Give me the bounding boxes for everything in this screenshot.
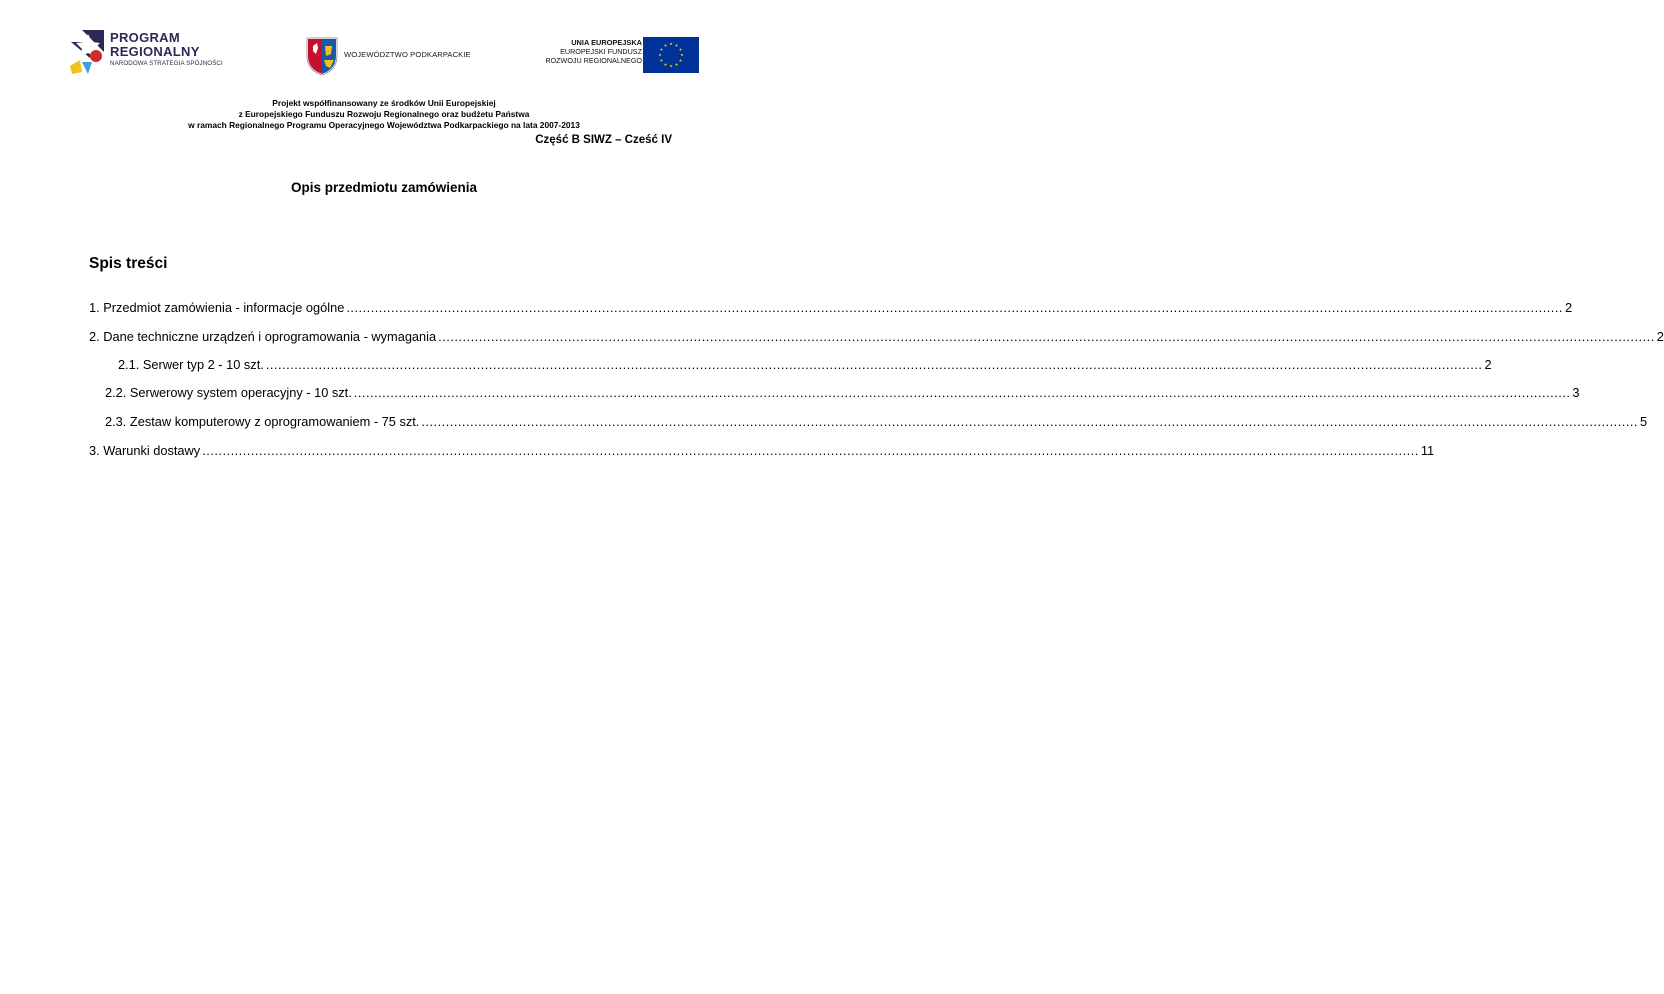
wojewodztwo-logo bbox=[304, 36, 484, 76]
document-subject: Opis przedmiotu zamówienia bbox=[290, 180, 478, 195]
toc-leader: ............................................................................................................................................................................................................................................................................................................ bbox=[202, 443, 1419, 458]
toc-entry-label: 1. Przedmiot zamówienia - informacje ogólne bbox=[89, 300, 345, 315]
toc-entry-3[interactable] bbox=[89, 443, 1435, 458]
toc-title: Spis treści bbox=[89, 255, 168, 272]
toc-entry-2-3[interactable] bbox=[105, 414, 1648, 429]
project-line-3: w ramach Regionalnego Programu Operacyjnego Województwa Podkarpackiego na lata 2007-2013 bbox=[188, 120, 580, 130]
eu-label: UNIA EUROPEJSKA bbox=[571, 38, 642, 47]
project-line-1: Projekt współfinansowany ze środków Unii Europejskiej bbox=[272, 98, 496, 108]
toc-entry-page: 3 bbox=[1572, 385, 1580, 400]
toc-leader: ............................................................................................................................................................................................................................................................................................................ bbox=[265, 357, 1483, 372]
eu-fund-label-2: ROZWOJU REGIONALNEGO bbox=[545, 55, 642, 65]
toc-leader: ............................................................................................................................................................................................................................................................................................................ bbox=[438, 329, 1655, 344]
toc-leader: ............................................................................................................................................................................................................................................................................................................ bbox=[353, 385, 1571, 400]
eu-logo bbox=[540, 37, 700, 73]
strategy-label: NARODOWA STRATEGIA SPÓJNOŚCI bbox=[110, 60, 223, 67]
regionalny-label: REGIONALNY bbox=[110, 44, 200, 59]
program-regionalny-emblem-icon bbox=[68, 28, 108, 78]
toc-entry-2-1[interactable] bbox=[118, 357, 1492, 372]
toc-entry-label: 3. Warunki dostawy bbox=[89, 443, 201, 458]
toc-entry-2[interactable] bbox=[89, 329, 1664, 344]
toc-entry-page: 2 bbox=[1484, 357, 1492, 372]
wojewodztwo-label: WOJEWÓDZTWO PODKARPACKIE bbox=[344, 50, 471, 59]
toc-entry-page: 5 bbox=[1640, 414, 1648, 429]
toc-entry-label: 2.2. Serwerowy system operacyjny - 10 szt. bbox=[105, 385, 352, 400]
part-label: Część B SIWZ – Cześć IV bbox=[535, 134, 672, 146]
toc-entry-page: 11 bbox=[1420, 443, 1435, 458]
toc-entry-1[interactable] bbox=[89, 300, 1573, 315]
program-regionalny-logo bbox=[68, 28, 228, 78]
toc-entry-page: 2 bbox=[1656, 329, 1664, 344]
eu-fund-label: EUROPEJSKI FUNDUSZ bbox=[560, 46, 642, 56]
toc-entry-page: 2 bbox=[1564, 300, 1573, 315]
toc-entry-label: 2. Dane techniczne urządzeń i oprogramowania - wymagania bbox=[89, 329, 437, 344]
toc-entry-label: 2.3. Zestaw komputerowy z oprogramowaniem - 75 szt. bbox=[105, 414, 420, 429]
program-label: PROGRAM bbox=[110, 30, 180, 45]
toc-entry-label: 2.1. Serwer typ 2 - 10 szt. bbox=[118, 357, 264, 372]
eu-flag-icon bbox=[643, 37, 699, 73]
toc-leader: ............................................................................................................................................................................................................................................................................................................ bbox=[421, 414, 1638, 429]
toc-entry-2-2[interactable] bbox=[105, 385, 1580, 400]
toc-leader: ............................................................................................................................................................................................................................................................................................................ bbox=[346, 300, 1563, 315]
coat-of-arms-icon bbox=[304, 36, 340, 76]
project-line-2: z Europejskiego Funduszu Rozwoju Regionalnego oraz budżetu Państwa bbox=[238, 109, 530, 119]
